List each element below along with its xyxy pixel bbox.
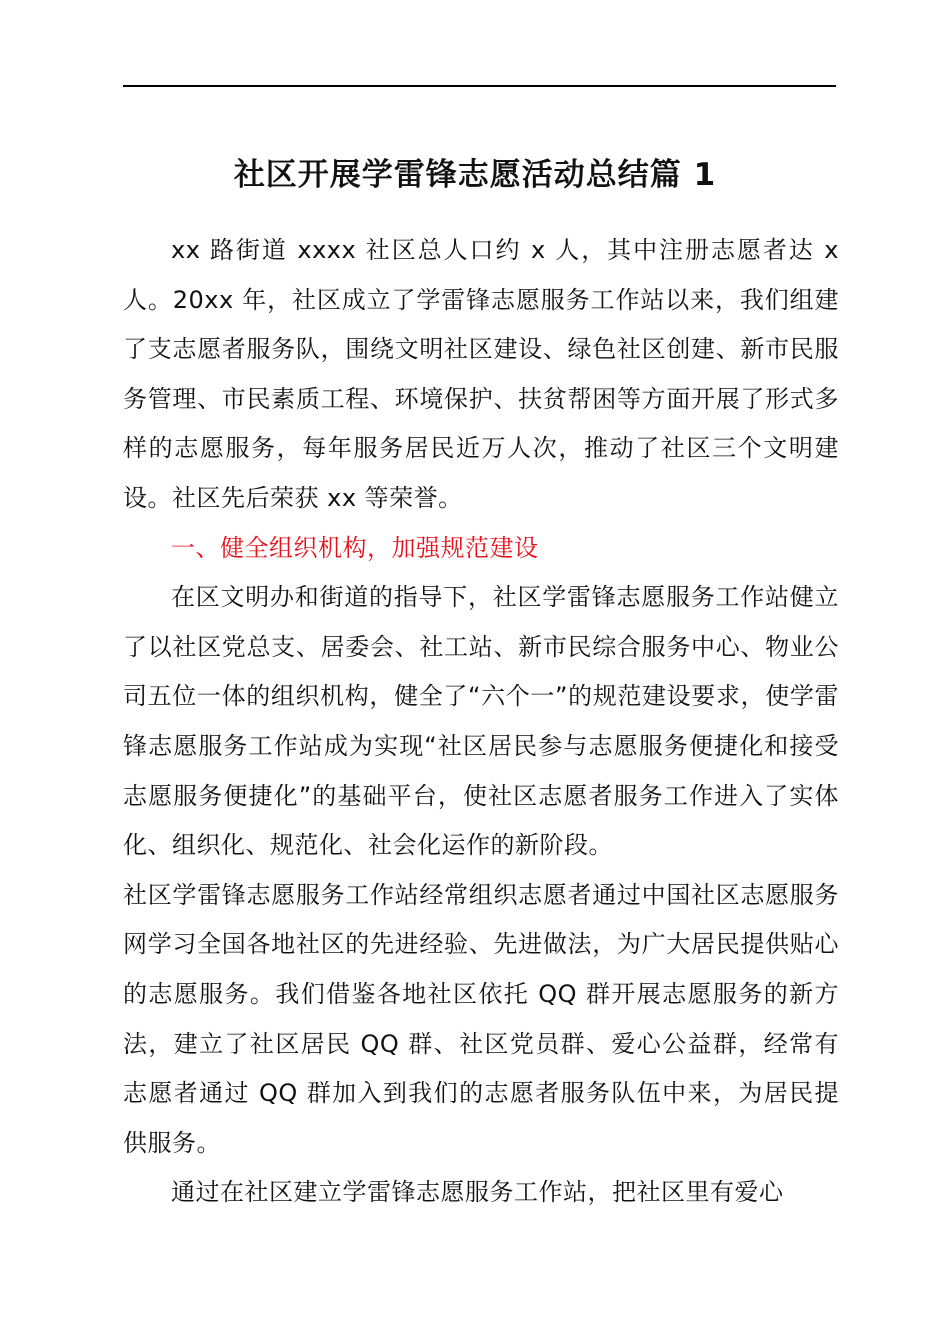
paragraph-workstation: 通过在社区建立学雷锋志愿服务工作站，把社区里有爱心 [171,1178,784,1207]
header-rule [123,85,836,87]
paragraph-intro: xx 路街道 xxxx 社区总人口约 x 人，其中注册志愿者达 x 人。20xx 年，社区成立了学雷锋志愿服务工作站以来，我们组建了支志愿者服务队，围绕文明社区建设、绿色社区创建、新市民服务管理、市民素质工程、环境保护、扶贫帮困等方面开展了形式多样的志愿服务，每年服务居民近万人次，推动了社区三个文明建设。社区先后荣获 xx 等荣誉。 [123,236,839,512]
paragraph-organization: 在区文明办和街道的指导下，社区学雷锋志愿服务工作站健立了以社区党总支、居委会、社工站、新市民综合服务中心、物业公司五位一体的组织机构，健全了“六个一”的规范建设要求，使学雷锋志愿服务工作站成为实现“社区居民参与志愿服务便捷化和接受志愿服务便捷化”的基础平台，使社区志愿者服务工作进入了实体化、组织化、规范化、社会化运作的新阶段。 [123,583,839,860]
document-body [123,226,839,1218]
paragraph-qq-groups: 社区学雷锋志愿服务工作站经常组织志愿者通过中国社区志愿服务网学习全国各地社区的先进经验、先进做法，为广大居民提供贴心的志愿服务。我们借鉴各地社区依托 QQ 群开展志愿服务的新方法，建立了社区居民 QQ 群、社区党员群、爱心公益群，经常有志愿者通过 QQ 群加入到我们的志愿者服务队伍中来，为居民提供服务。 [123,880,839,1157]
section-heading-1: 一、健全组织机构，加强规范建设 [171,533,539,562]
document-title: 社区开展学雷锋志愿活动总结篇 1 [233,157,717,193]
